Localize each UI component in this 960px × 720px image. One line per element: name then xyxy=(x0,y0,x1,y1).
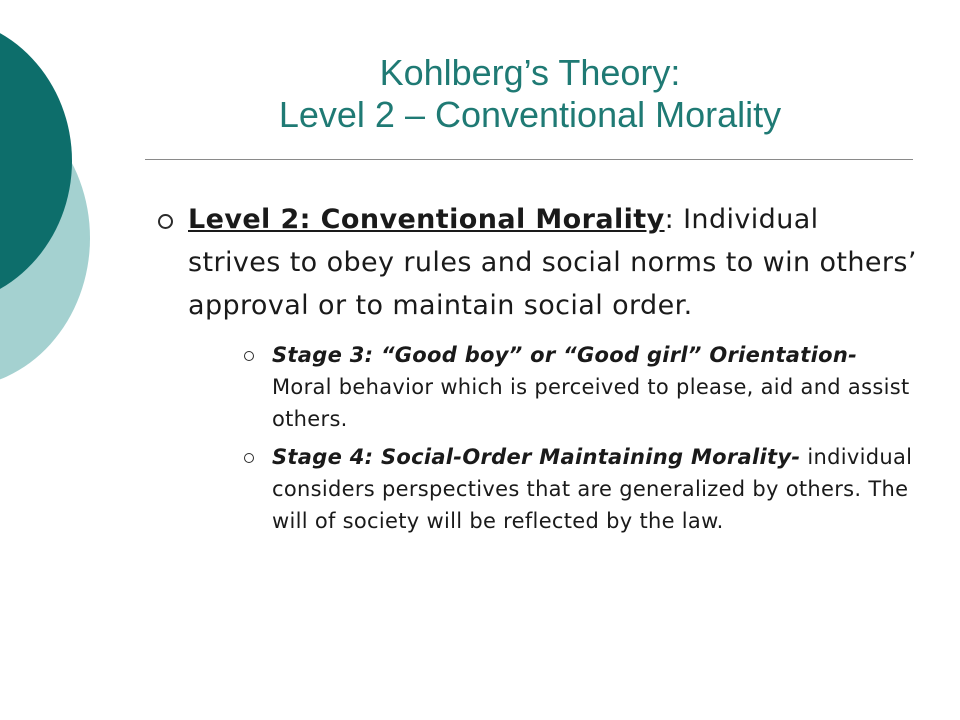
circle-bullet-icon xyxy=(158,214,173,229)
main-bullet-heading: Level 2: Conventional Morality xyxy=(188,204,665,235)
title-divider xyxy=(145,159,913,160)
small-circle-bullet-icon xyxy=(244,453,254,463)
stage-4-heading: Stage 4: Social-Order Maintaining Morality- xyxy=(272,445,801,469)
slide-title xyxy=(140,52,920,136)
stage-4-text: individual considers perspectives that are generalized by others. The will of society will be reflected by the law. xyxy=(272,445,913,533)
main-bullet-text: Individual strives to obey rules and social norms to win others’ approval or to maintain social order. xyxy=(188,204,917,321)
title-line-2: Level 2 – Conventional Morality xyxy=(278,94,782,135)
small-circle-bullet-icon xyxy=(244,351,254,361)
bullet-list xyxy=(158,198,918,537)
sub-bullet-stage-4 xyxy=(244,441,918,537)
sub-bullet-stage-3 xyxy=(244,339,918,435)
stage-3-text: Moral behavior which is perceived to please, aid and assist others. xyxy=(272,375,910,431)
stage-3-heading: Stage 3: “Good boy” or “Good girl” Orientation- xyxy=(272,343,858,367)
main-bullet xyxy=(158,198,918,327)
title-line-1: Kohlberg’s Theory: xyxy=(379,52,681,93)
main-bullet-colon: : xyxy=(664,204,675,235)
